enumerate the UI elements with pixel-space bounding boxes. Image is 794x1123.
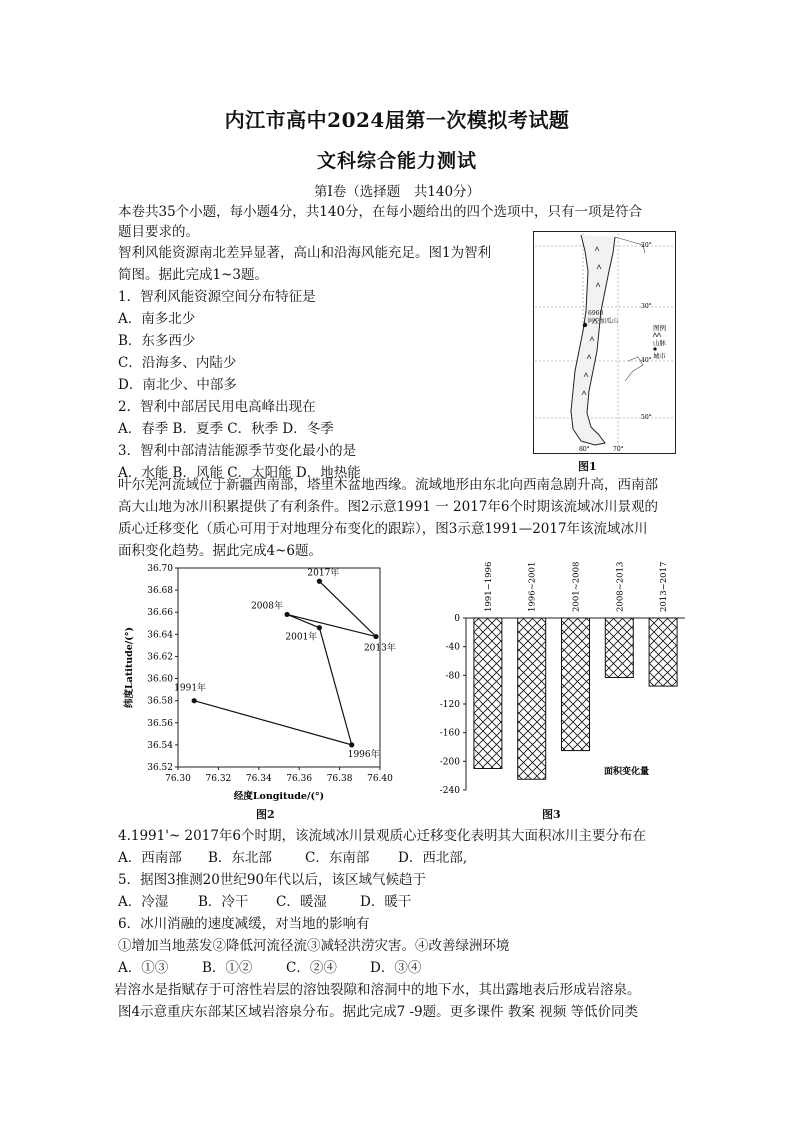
y-tick-label: 36.52 xyxy=(147,763,173,773)
section-heading: 第I卷（选择题 共140分） xyxy=(313,184,481,200)
q4-option-a: A．西南部 xyxy=(118,850,182,866)
centroid-point-label: 1996年 xyxy=(347,749,380,760)
q6-stem: 6．冰川消融的速度减缓，对当地的影响有 xyxy=(118,916,370,932)
y-tick-label: 36.54 xyxy=(147,740,173,751)
glacier-area-bar-chart xyxy=(420,560,690,805)
area-change-bar xyxy=(474,618,502,769)
lat-label-40: 40° xyxy=(641,357,652,364)
y-tick-label: 36.62 xyxy=(147,652,173,663)
legend-city: 城市 xyxy=(653,352,666,360)
y-tick-label: 36.66 xyxy=(147,608,173,619)
area-change-bar xyxy=(649,618,677,686)
figure2-caption: 图2 xyxy=(256,808,275,821)
q5-option-b: B．冷干 xyxy=(198,894,249,910)
y-axis-label: 纬度Latitude/(°) xyxy=(124,626,135,709)
exam-subtitle: 文科综合能力测试 xyxy=(316,150,477,172)
q1-option-b: B．东多西少 xyxy=(118,333,196,349)
x-tick-label: 76.38 xyxy=(326,774,353,784)
q6-option-a: A．①③ xyxy=(118,960,169,976)
x-tick-label: 76.34 xyxy=(245,774,272,784)
figure1-caption: 图1 xyxy=(578,460,597,473)
legend-title: 图例 xyxy=(653,324,666,332)
y-tick-label: -120 xyxy=(439,700,460,710)
legend-mountain: 山脉 xyxy=(653,339,666,347)
y-tick-label: -40 xyxy=(445,642,460,653)
chile-map-figure xyxy=(533,231,676,454)
y-tick-label: -200 xyxy=(439,757,460,768)
q5-option-d: D．暖干 xyxy=(360,894,412,910)
centroid-point xyxy=(349,742,354,747)
centroid-point xyxy=(317,625,322,630)
centroid-point xyxy=(373,634,378,639)
y-tick-label: -240 xyxy=(439,786,460,796)
y-tick-label: 36.60 xyxy=(147,674,173,685)
legend-label: 面积变化量 xyxy=(604,767,650,777)
x-tick-label: 76.32 xyxy=(205,774,232,784)
y-tick-label: -160 xyxy=(439,728,460,739)
figure3-caption: 图3 xyxy=(542,808,561,821)
area-change-bar xyxy=(562,618,590,751)
passage1-line-1: 智利风能资源南北差异显著，高山和沿海风能充足。图1为智利 xyxy=(118,245,492,261)
passage3-line-2: 图4示意重庆东部某区域岩溶泉分布。据此完成7 -9题。更多课件 教案 视频 等低价同类 xyxy=(118,1004,638,1020)
q5-stem: 5．据图3推测20世纪90年代以后，该区域气候趋于 xyxy=(118,872,427,888)
category-label: 2001~2008 xyxy=(571,561,582,612)
area-change-bar xyxy=(518,618,546,779)
q2-options: A．春季 B．夏季 C．秋季 D．冬季 xyxy=(118,421,334,437)
q4-option-c: C．东南部 xyxy=(305,850,370,866)
lon-label-70: 70° xyxy=(613,446,624,453)
category-label: 2013~2017 xyxy=(659,561,670,612)
y-tick-label: 0 xyxy=(454,614,460,624)
passage2-line-1: 叶尔羌河流域位于新疆西南部，塔里木盆地西缘。流域地形由东北向西南急剧升高，西南部 xyxy=(118,477,658,493)
intro-line-2: 题目要求的。 xyxy=(118,224,199,240)
x-tick-label: 76.30 xyxy=(165,774,191,784)
intro-line-1: 本卷共35个小题，每小题4分，共140分，在每小题给出的四个选项中，只有一项是符合 xyxy=(118,204,643,220)
exam-title: 内江市高中2024届第一次模拟考试题 xyxy=(224,108,570,132)
q3-options: A．水能 B．风能 C．太阳能 D．地热能 xyxy=(118,465,361,481)
peak-name: 阿空加瓜山 xyxy=(588,318,619,325)
y-tick-label: 36.64 xyxy=(147,630,173,641)
centroid-point xyxy=(317,579,322,584)
passage2-line-4: 面积变化趋势。据此完成4~6题。 xyxy=(118,543,322,559)
x-axis-label: 经度Longitude/(°) xyxy=(233,791,325,802)
y-tick-label: -80 xyxy=(445,671,460,682)
q5-option-c: C．暖湿 xyxy=(276,894,327,910)
centroid-point-label: 2017年 xyxy=(307,568,340,579)
area-change-bar xyxy=(605,618,633,677)
q1-option-a: A．南多北少 xyxy=(118,311,196,327)
q6-choices: ①增加当地蒸发②降低河流径流③减轻洪涝灾害。④改善绿洲环境 xyxy=(118,938,510,954)
q1-option-d: D．南北少、中部多 xyxy=(118,377,237,393)
q1-option-c: C．沿海多、内陆少 xyxy=(118,355,237,371)
y-tick-label: 36.58 xyxy=(147,696,173,707)
q3-stem: 3．智利中部清洁能源季节变化最小的是 xyxy=(118,443,357,459)
centroid-point xyxy=(284,612,289,617)
passage2-line-3: 质心迁移变化（质心可用于对地理分布变化的跟踪），图3示意1991—2017年该流域冰川 xyxy=(118,521,648,537)
q6-option-c: C．②④ xyxy=(286,960,337,976)
q4-stem: 4.1991'~ 2017年6个时期，该流域冰川景观质心迁移变化表明其大面积冰川主要分布在 xyxy=(118,828,646,844)
map-legend xyxy=(653,323,667,360)
passage2-line-2: 高大山地为冰川积累提供了有利条件。图2示意1991 一 2017年6个时期该流域冰川景观的 xyxy=(118,499,658,515)
centroid-point-label: 2001年 xyxy=(285,632,318,643)
centroid-migration-chart xyxy=(118,560,398,805)
y-tick-label: 36.68 xyxy=(147,586,173,597)
q6-option-b: B．①② xyxy=(202,960,253,976)
centroid-point xyxy=(192,698,197,703)
category-label: 1991~1996 xyxy=(483,561,494,612)
passage3-line-1: 岩溶水是指赋存于可溶性岩层的溶蚀裂隙和溶洞中的地下水，其出露地表后形成岩溶泉。 xyxy=(114,982,641,998)
y-tick-label: 36.70 xyxy=(147,564,173,574)
passage1-line-2: 简图。据此完成1~3题。 xyxy=(118,267,268,283)
lat-label-50: 50° xyxy=(641,414,652,421)
q1-stem: 1．智利风能资源空间分布特征是 xyxy=(118,289,316,305)
x-tick-label: 76.40 xyxy=(367,774,393,784)
lat-label-20: 20° xyxy=(641,242,652,249)
centroid-path-line xyxy=(194,581,376,745)
q6-option-d: D．③④ xyxy=(370,960,422,976)
category-label: 2008~2013 xyxy=(615,561,626,612)
centroid-point-label: 2008年 xyxy=(251,601,283,612)
centroid-point-label: 2013年 xyxy=(363,643,396,654)
peak-elevation: 6960 xyxy=(588,310,604,317)
city-legend-icon xyxy=(653,347,656,350)
x-tick-label: 76.36 xyxy=(286,774,313,784)
centroid-point-label: 1991年 xyxy=(174,683,207,694)
lat-label-30: 30° xyxy=(641,303,652,310)
q4-option-b: B．东北部 xyxy=(208,850,272,866)
q4-option-d: D．西北部, xyxy=(398,850,468,866)
category-label: 1996~2001 xyxy=(527,561,538,612)
q2-stem: 2．智利中部居民用电高峰出现在 xyxy=(118,399,316,415)
lon-label-80: 80° xyxy=(579,446,590,453)
y-tick-label: 36.56 xyxy=(147,718,173,729)
q5-option-a: A．冷湿 xyxy=(118,894,169,910)
